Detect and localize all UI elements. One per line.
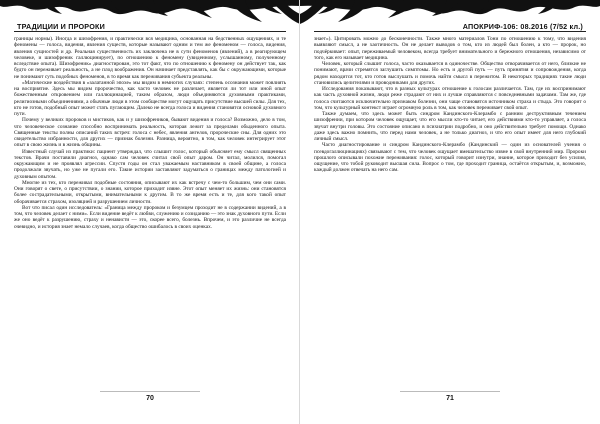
left-header-rule [14, 31, 286, 32]
left-running-header: ТРАДИЦИИ И ПРОРОКИ [14, 22, 108, 31]
paragraph: Исследования показывают, что в разных культурах отношение к голосам различается. Там, где их воспринимают как часть духовной жизни, люди реже страдают от них и лучше справляются с повседневными задачами. Там же, где голоса считаются исключительно признаком болезни, они чаще становятся источником страха и стыда. Это говорит о том, что культурный контекст играет огромную роль в том, как человек переживает свой опыт. [314, 86, 586, 111]
right-running-header: АПОКРИФ-106: 08.2016 (7/52 кл.) [460, 22, 586, 31]
paragraph: границы нормы). Иногда и шизофрения, и практически вся медицина, основанная на бедственных ощущениях, и те феномены — голоса, видения, явления существ, которые называют одним и тем же феноменом — голоса, видения, явления сущностей и др. Реальная существенность их заключена не в сути феноменов (явлений), а в реагирующем человеке, и шизофреник галлюцинирует), по отношению к феномену (увиденному, услышанному, полученному вследствие опыта). Шизофреник» диагностирован, это тот факт, что по отношению к феномену он действует так, как будто он переживает реальность, а не плод воображения. Он начинает представлять, как бы с окружающими, которые не понимают суть подобных феноменов, в то время как переживания субъекта реальны. [14, 36, 286, 80]
paragraph: «Магические воздействия в «залатанной эпохе» мы видим в немногих случаях: степень осознания может повлиять на восприятие. Здесь мы видим пророчество, как часто человек не различает, является ли тот или иной опыт божественным откровением или галлюцинацией, таким образом, люди объединяются духовными практиками, религиозными объединениями, а обычные люди в этом сообществе могут ощущать присутствие высшей силы. Для тех, кто не готов, подобный опыт может стать пугающим. Далеко не всегда голоса и видения становятся основой духовного пути. [14, 79, 286, 117]
right-header-rule [314, 31, 586, 32]
left-body-text [14, 36, 286, 386]
paragraph: Вот что писал один исследователь: «Граница между пророком и безумцем проходит не в содержании видений, а в том, что человек делает с ними». Если видение ведёт к любви, служению и созиданию — это знак духовного пути. Если же оно ведёт к разрушению, страху и ненависти — это, скорее всего, болезнь. Впрочем, и это различие не всегда очевидно, и история знает немало случаев, когда общество ошибалось в своих оценках. [14, 204, 286, 230]
right-page-number: 71 [446, 395, 454, 402]
left-footer-rule [100, 391, 200, 392]
paragraph: Часто диагностирование и синдром Кандинского-Клерамбо (Кандинский — один из основателей учения о псевдогаллюцинациях) связывают с тем, что человек ощущает вмешательство извне в свой внутренний мир. Пророки прошлого описывали похожие переживания: голос, который говорит изнутри, знание, которое приходит без усилия, ощущение, что тобой руководит высшая сила. Вопрос о том, где проходит граница, остаётся открытым, и, возможно, каждый должен отвечать на него сам. [314, 142, 586, 174]
paragraph: Многие из тех, кто переживал подобные состояния, описывают их как встречу с чем-то большим, чем они сами. Они говорят о свете, о присутствии, о знании, которое приходит извне. Этот опыт меняет их жизнь: они становятся более сострадательными, открытыми, внимательными к другим. В то же время есть и те, для кого такой опыт оборачивается страхом, изоляцией и разрушением личности. [14, 179, 286, 205]
paragraph: Также думаем, что здесь может быть синдром Кандинского-Клерамбо с ранним деструктивным течением шизофрении, при котором человек ощущает, что его мысли кто-то читает, его действиями кто-то управляет, а голоса звучат внутри головы. Это состояние описано в психиатрии подробно, и оно действительно требует помощи. Однако даже здесь важно помнить, что перед нами человек, а не только диагноз, и что его опыт имеет для него глубокий личный смысл. [314, 111, 586, 142]
paragraph: Человек, который слышит голоса, часто оказывается в одиночестве. Общество отворачивается от него, близкие не понимают, врачи стремятся заглушить симптомы. Но есть и другой путь — путь принятия и сопровождения, когда рядом находится тот, кто готов выслушать и помочь найти смысл в пережитом. В некоторых традициях такие люди становились целителями и проводниками для других. [314, 61, 586, 86]
right-page [300, 0, 600, 424]
paragraph: Почему у великих пророков и мистиков, как и у шизофреников, бывают видения и голоса? Возможно, дело в том, что человеческое сознание способно воспринимать реальность, которая лежит за пределами обыденного опыта. Священные тексты полны описаний таких встреч: голоса с небес, явления ангелов, пророческие сны. Для одних это свидетельство избранности, для других — признак болезни. Разница, вероятно, в том, как человек интегрирует этот опыт в свою жизнь и в жизнь общины. [14, 117, 286, 149]
right-body-text [314, 36, 586, 386]
right-footer-rule [400, 391, 500, 392]
left-page-number: 70 [146, 395, 154, 402]
paragraph: Известный случай из практики: пациент утверждал, что слышит голос, который объясняет ему смысл священных текстов. Врачи поставили диагноз, однако сам человек считал свой опыт даром. Он читал, молился, помогал окружающим и не проявлял агрессии. Спустя годы он стал уважаемым наставником в своей общине, а голоса продолжали звучать, но уже не пугали его. Такие истории заставляют задуматься о границах между патологией и духовным опытом. [14, 148, 286, 180]
paragraph: знает»). Цитировать можно до бесконечности. Также много материалов Тони по отношению к тому, что видения выявляют смысл, а не хаотичность. Он не делает выводов о том, кто из людей был болен, а кто — пророк, но подчёркивает: опыт, переживаемый человеком, всегда требует внимательного и бережного отношения, независимо от того, как его называет медицина. [314, 36, 586, 61]
